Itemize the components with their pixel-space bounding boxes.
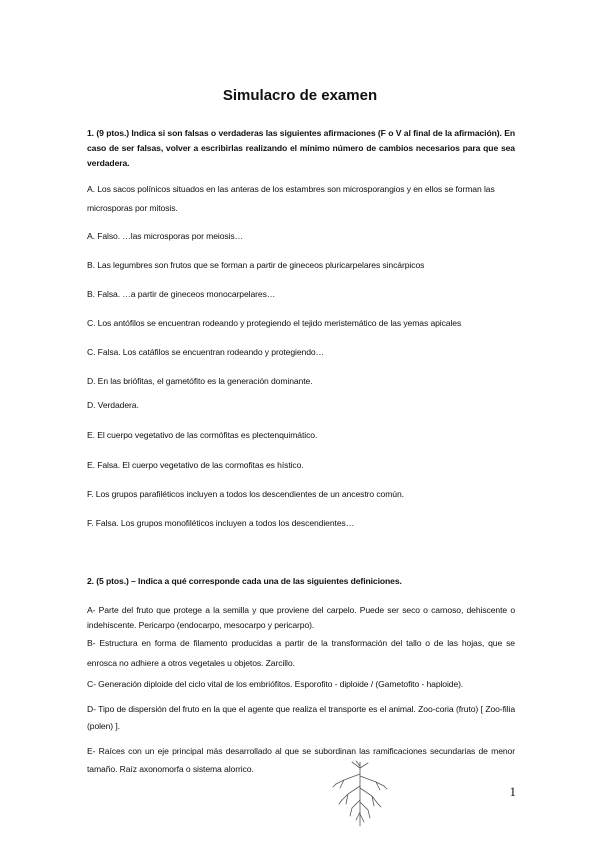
q1-answer-c: C. Falsa. Los catáfilos se encuentran rodeando y protegiendo… bbox=[87, 347, 325, 357]
q1-answer-f: F. Falsa. Los grupos monofiléticos incluyen a todos los descendientes… bbox=[87, 518, 355, 528]
q2-definition-d: D- Tipo de dispersión del fruto en la que el agente que realiza el transporte es el animal. Zoo-coria (fruto) [ Zoo-filia (polen) ]. bbox=[87, 704, 515, 731]
q2-definition-c: C- Generación diploide del ciclo vital de los embriófitos. Esporofito - diploide / (Gametofito - haploide). bbox=[87, 679, 464, 689]
question-2-prompt: 2. (5 ptos.) – Indica a qué corresponde cada una de las siguientes definiciones. bbox=[87, 576, 402, 586]
q1-statement-b: B. Las legumbres son frutos que se forman a partir de gineceos pluricarpelares sincárpicos bbox=[87, 260, 425, 270]
q2-definition-e: E- Raíces con un eje principal más desarrollado al que se subordinan las ramificaciones secundarias de menor tamaño. Raíz axonomorfa o sistema alorrico. bbox=[87, 746, 515, 774]
q2-definition-b: B- Estructura en forma de filamento producidas a partir de la transformación del tallo o de las hojas, que se enrosca no adhiere a otros vegetales u objetos. Zarcillo. bbox=[87, 638, 515, 668]
q1-statement-a: A. Los sacos polínicos situados en las anteras de los estambres son microsporangios y en ellos se forman las microsporas por mitosis. bbox=[87, 184, 495, 213]
question-1-prompt: 1. (9 ptos.) Indica si son falsas o verdaderas las siguientes afirmaciones (F o V al final de la afirmación). En caso de ser falsas, volver a escribirlas realizando el mínimo número de cambios necesarios para que sea verdadera. bbox=[87, 128, 515, 168]
q1-statement-e: E. El cuerpo vegetativo de las cormófitas es plectenquimático. bbox=[87, 430, 318, 440]
q1-answer-a: A. Falso. …las microsporas por meiosis… bbox=[87, 231, 244, 241]
q2-definition-a: A- Parte del fruto que protege a la semilla y que proviene del carpelo. Puede ser seco o carnoso, dehiscente o indehiscente. Pericarpo (endocarpo, mesocarpo y pericarpo). bbox=[87, 605, 515, 630]
q1-answer-e: E. Falsa. El cuerpo vegetativo de las cormofitas es hístico. bbox=[87, 460, 304, 470]
taproot-illustration bbox=[330, 760, 390, 830]
q1-answer-b: B. Falsa. …a partir de gineceos monocarpelares… bbox=[87, 289, 276, 299]
page-title: Simulacro de examen bbox=[222, 87, 378, 104]
page-number: 1 bbox=[509, 784, 516, 799]
q1-statement-c: C. Los antófilos se encuentran rodeando y protegiendo el tejido meristemático de las yemas apicales bbox=[87, 318, 462, 328]
q1-statement-f: F. Los grupos parafiléticos incluyen a todos los descendientes de un ancestro común. bbox=[87, 489, 404, 499]
q1-statement-d: D. En las briófitas, el gametófito es la generación dominante. bbox=[87, 376, 313, 386]
q1-answer-d: D. Verdadera. bbox=[87, 400, 139, 410]
